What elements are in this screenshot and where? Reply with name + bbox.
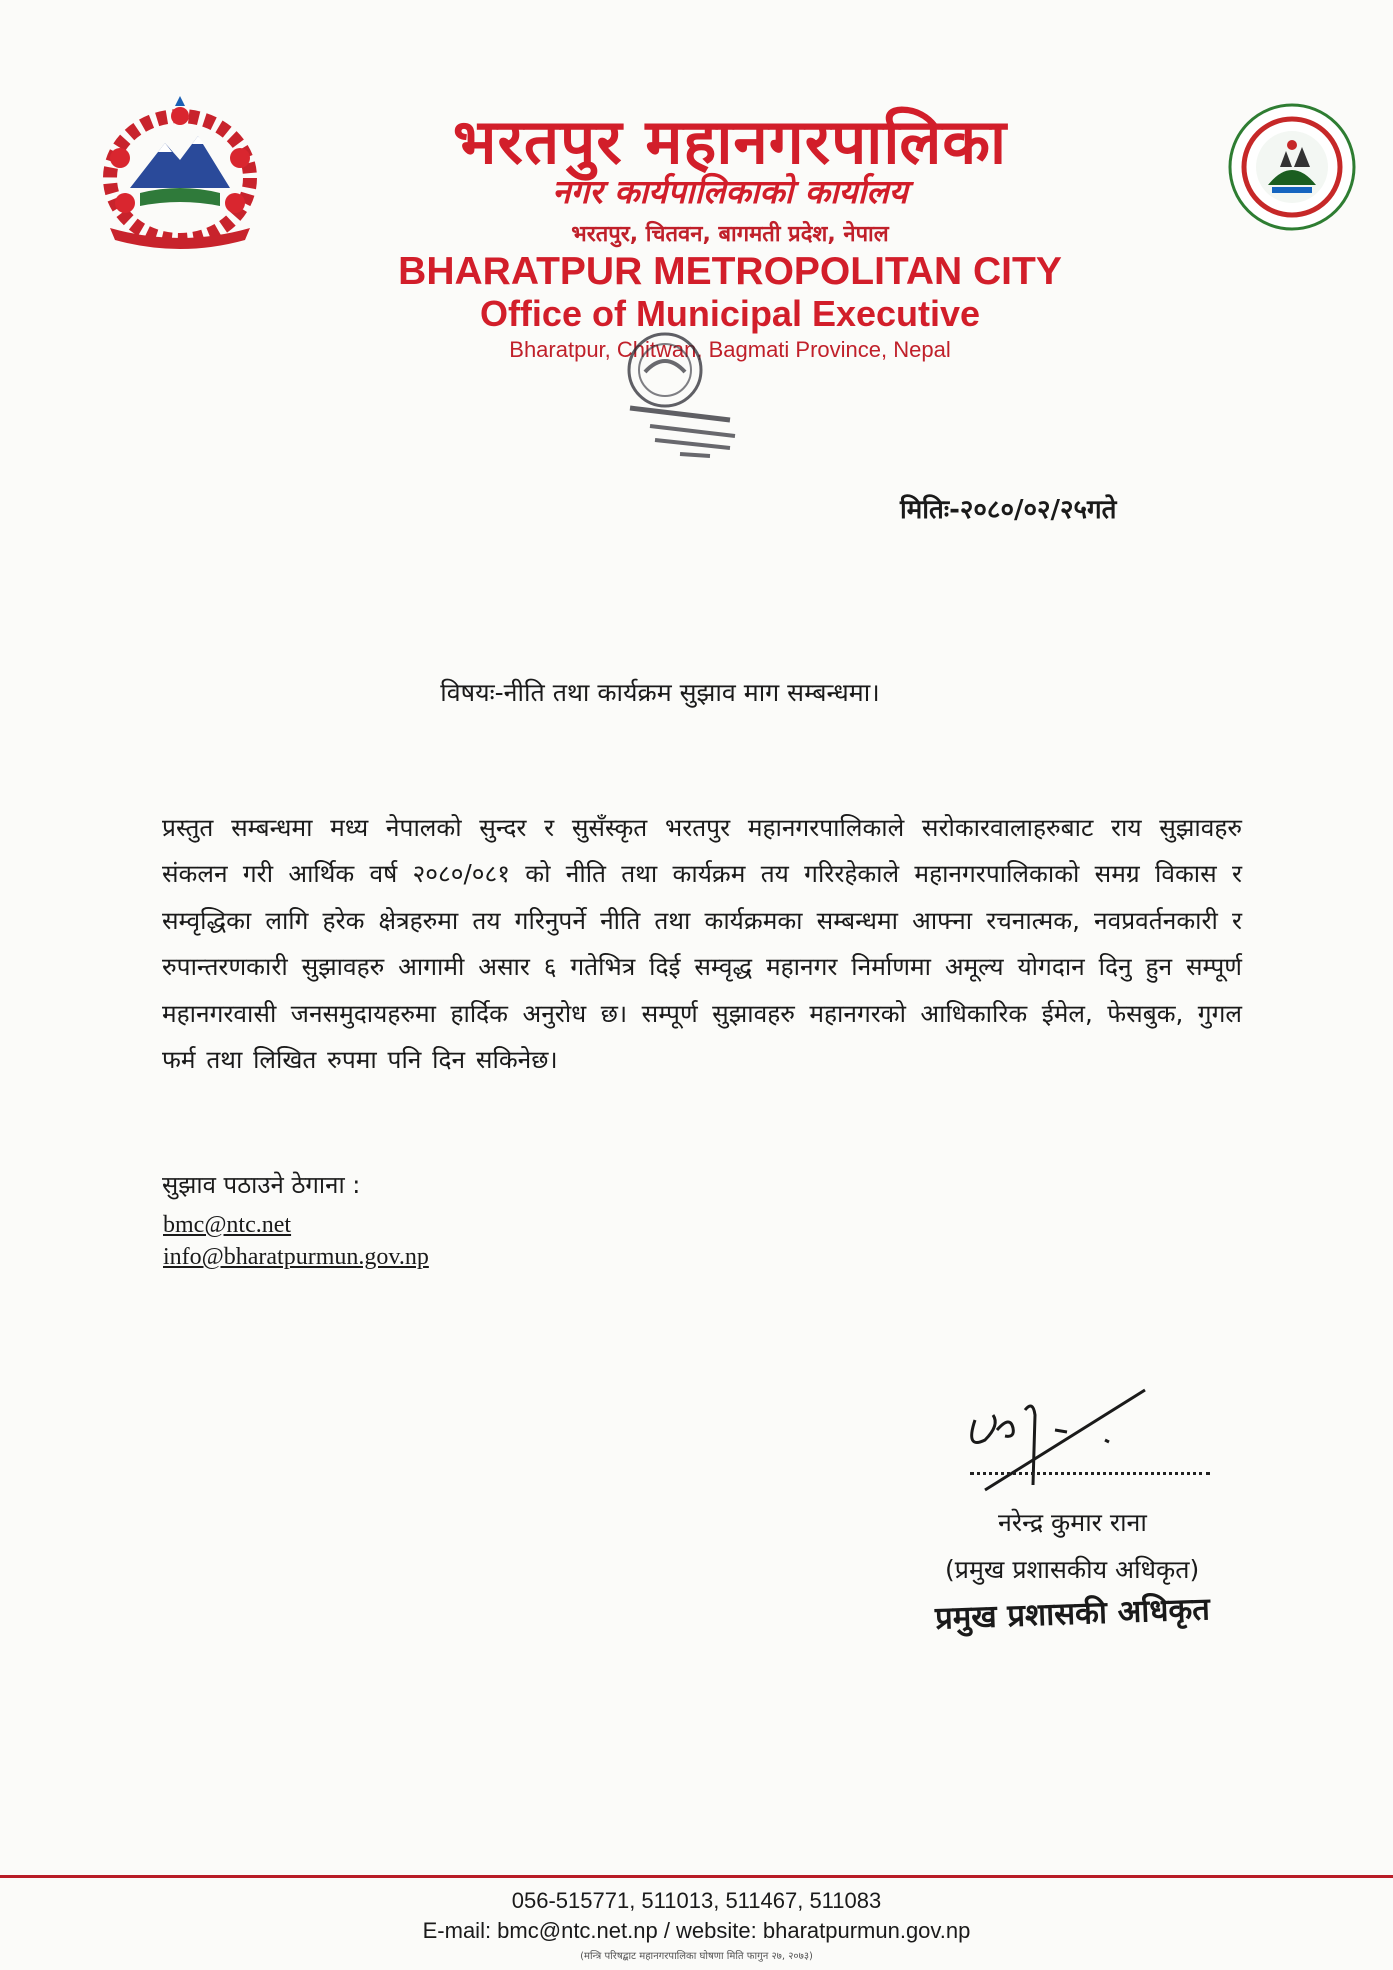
address-label: सुझाव पठाउने ठेगाना : — [162, 1171, 361, 1199]
footer-note: (मन्त्रि परिषद्बाट महानगरपालिका घोषणा मिति फागुन २७, २०७३) — [580, 1951, 813, 1962]
office-title-nepali: नगर कार्यपालिकाको कार्यालय — [552, 172, 908, 211]
city-seal-icon — [1222, 95, 1362, 245]
office-title-english: Office of Municipal Executive — [479, 293, 981, 334]
footer-divider — [0, 1875, 1393, 1878]
letter-subject: विषयः-नीति तथा कार्यक्रम सुझाव माग सम्बन्धमा। — [440, 678, 880, 707]
signature — [955, 1370, 1155, 1500]
footer-phone: 056-515771, 511013, 511467, 511083 — [511, 1888, 882, 1913]
footer-contact: E-mail: bmc@ntc.net.np / website: bharatpurmun.gov.np — [422, 1918, 971, 1943]
org-title-nepali: भरतपुर महानगरपालिका — [452, 105, 1008, 178]
address-english: Bharatpur, Chitwan, Bagmati Province, Nepal — [509, 337, 951, 362]
signatory-name: नरेन्द्र कुमार राना — [998, 1508, 1147, 1537]
office-stamp — [600, 330, 760, 460]
signature-line — [970, 1472, 1210, 1475]
org-title-english: BHARATPUR METROPOLITAN CITY — [398, 250, 1062, 293]
address-nepali: भरतपुर, चितवन, बागमती प्रदेश, नेपाल — [571, 222, 889, 247]
signatory-title: (प्रमुख प्रशासकीय अधिकृत) — [945, 1555, 1200, 1584]
email-link-bmc[interactable]: bmc@ntc.net — [163, 1212, 292, 1238]
nepal-emblem-icon — [80, 88, 280, 258]
designation-stamp: प्रमुख प्रशासकी अधिकृत — [934, 1591, 1211, 1637]
letter-date: मितिः-२०८०/०२/२५गते — [900, 495, 1117, 525]
letter-body: प्रस्तुत सम्बन्धमा मध्य नेपालको सुन्दर र सुसँस्कृत भरतपुर महानगरपालिकाले सरोकारवालाहरुबाट राय सुझावहरु संकलन गरी आर्थिक वर्ष २०८०/०८१ को नीति तथा कार्यक्रम तय गरिरहेकाले महानगरपालिकाको समग्र विकास र सम्वृद्धिका लागि हरेक क्षेत्रहरुमा तय गरिनुपर्ने नीति तथा कार्यक्रमका सम्बन्धमा आफ्ना रचनात्मक, नवप्रवर्तनकारी र रुपान्तरणकारी सुझावहरु आगामी असार ६ गतेभित्र दिई सम्वृद्ध महानगर निर्माणमा अमूल्य योगदान दिनु हुन सम्पूर्ण महानगरवासी जनसमुदायहरुमा हार्दिक अनुरोध छ। सम्पूर्ण सुझावहरु महानगरको आधिकारिक ईमेल, फेसबुक, गुगल फर्म तथा लिखित रुपमा पनि दिन सकिनेछ। — [162, 813, 1242, 1075]
email-link-info[interactable]: info@bharatpurmun.gov.np — [163, 1244, 429, 1270]
